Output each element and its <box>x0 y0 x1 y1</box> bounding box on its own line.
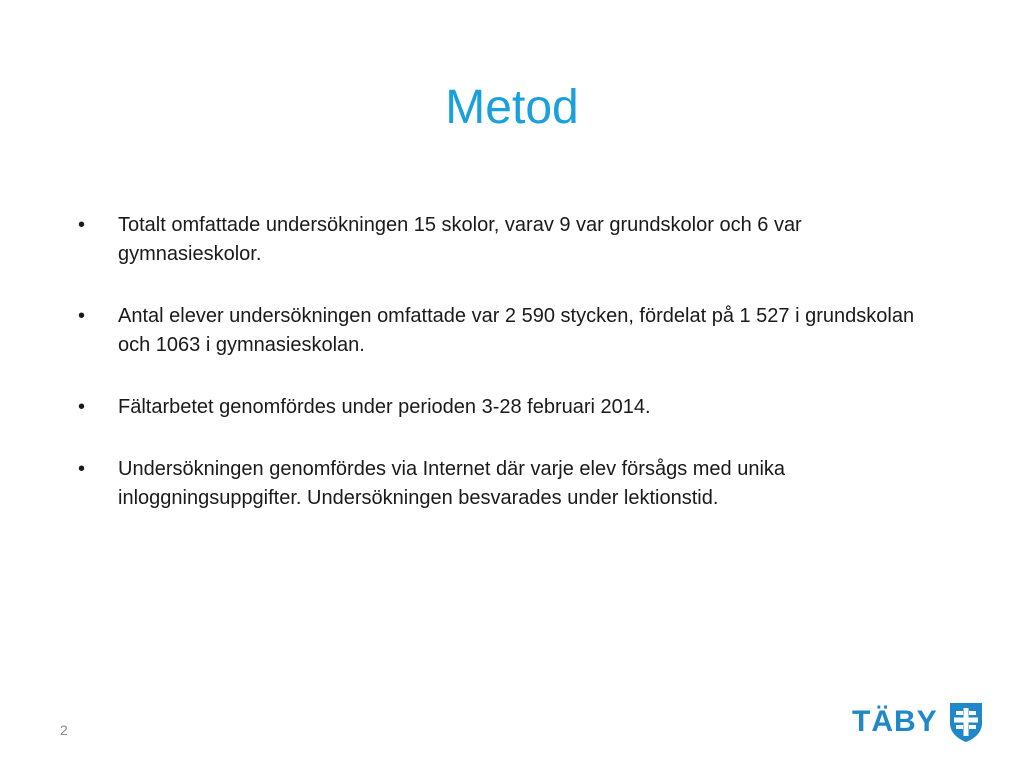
bullet-item <box>78 455 938 513</box>
page-number: 2 <box>60 722 68 738</box>
bullet-text: Totalt omfattade undersökningen 15 skolor, varav 9 var grundskolor och 6 var gymnasieskolor. <box>118 214 802 265</box>
bullet-text: Undersökningen genomfördes via Internet där varje elev försågs med unika inloggningsuppgifter. Undersökningen besvarades under lektionstid. <box>118 458 786 509</box>
bullet-text: Antal elever undersökningen omfattade var 2 590 stycken, fördelat på 1 527 i grundskolan och 1063 i gymnasieskolan. <box>118 305 915 356</box>
bullet-marker: • <box>78 458 86 480</box>
logo-text: TÄBY <box>852 705 938 738</box>
bullet-text: Fältarbetet genomfördes under perioden 3-28 februari 2014. <box>118 396 651 418</box>
bullet-marker: • <box>78 396 86 418</box>
bullet-item <box>78 302 938 360</box>
bullet-marker: • <box>78 214 86 236</box>
taby-shield-icon <box>948 701 984 743</box>
taby-logo <box>852 700 984 744</box>
bullet-marker: • <box>78 305 86 327</box>
slide-title: Metod <box>445 81 579 134</box>
bullet-item <box>78 211 938 269</box>
bullet-list <box>78 211 938 546</box>
bullet-item <box>78 393 938 422</box>
